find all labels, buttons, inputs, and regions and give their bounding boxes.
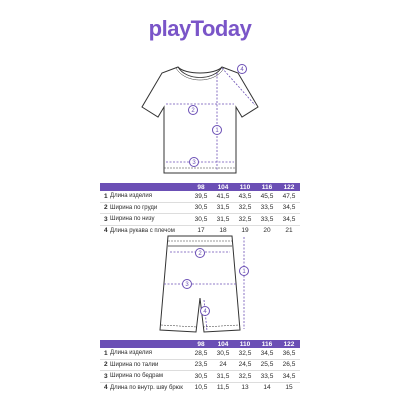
shirt-marker-1 [213,126,222,135]
size-header: 116 [256,183,278,191]
shorts-marker-3 [183,280,192,289]
size-header: 98 [190,183,212,191]
svg-text:2: 2 [191,108,195,115]
svg-text:2: 2 [198,251,202,258]
svg-text:1: 1 [215,128,219,135]
table-row: 4 Длина по внутр. шву брюк 10,5 11,5 13 14 15 [104,384,293,392]
size-header: 98 [190,340,212,348]
tshirt-size-table [100,183,300,236]
size-header: 110 [234,183,256,191]
shirt-marker-4 [238,65,247,74]
tshirt-outline [142,67,258,173]
svg-text:1: 1 [242,269,246,276]
shirt-marker-2 [189,106,198,115]
svg-text:3: 3 [192,160,196,167]
table-row: 1 Длина изделия 28,5 30,5 32,5 34,5 36,5 [100,348,300,359]
shirt-marker-3 [190,158,199,167]
table-row: 3 Ширина по низу 30,5 31,5 32,5 33,5 34,5 [100,214,300,226]
shorts-marker-4 [201,307,210,316]
size-header: 122 [278,340,300,348]
table-row: 2 Ширина по талии 23,5 24 24,5 25,5 26,5 [100,359,300,371]
svg-text:3: 3 [185,282,189,289]
svg-text:4: 4 [240,67,244,74]
table-row: 4 Длина рукава с плечом 17 18 19 20 21 [104,227,293,235]
shorts-marker-2 [196,249,205,258]
svg-text:4: 4 [203,309,207,316]
shorts-sketch [0,232,400,342]
size-header: 110 [234,340,256,348]
table-row: 1 Длина изделия 39,5 41,5 43,5 45,5 47,5 [100,191,300,202]
shorts-size-table [100,340,300,393]
size-header: 116 [256,340,278,348]
size-header: 104 [212,183,234,191]
size-header: 104 [212,340,234,348]
table-row: 3 Ширина по бедрам 30,5 31,5 32,5 33,5 34,5 [100,371,300,383]
table-row: 2 Ширина по груди 30,5 31,5 32,5 33,5 34,5 [100,202,300,214]
brand-logo: playToday [148,16,252,41]
size-header: 122 [278,183,300,191]
shorts-marker-1 [240,267,249,276]
